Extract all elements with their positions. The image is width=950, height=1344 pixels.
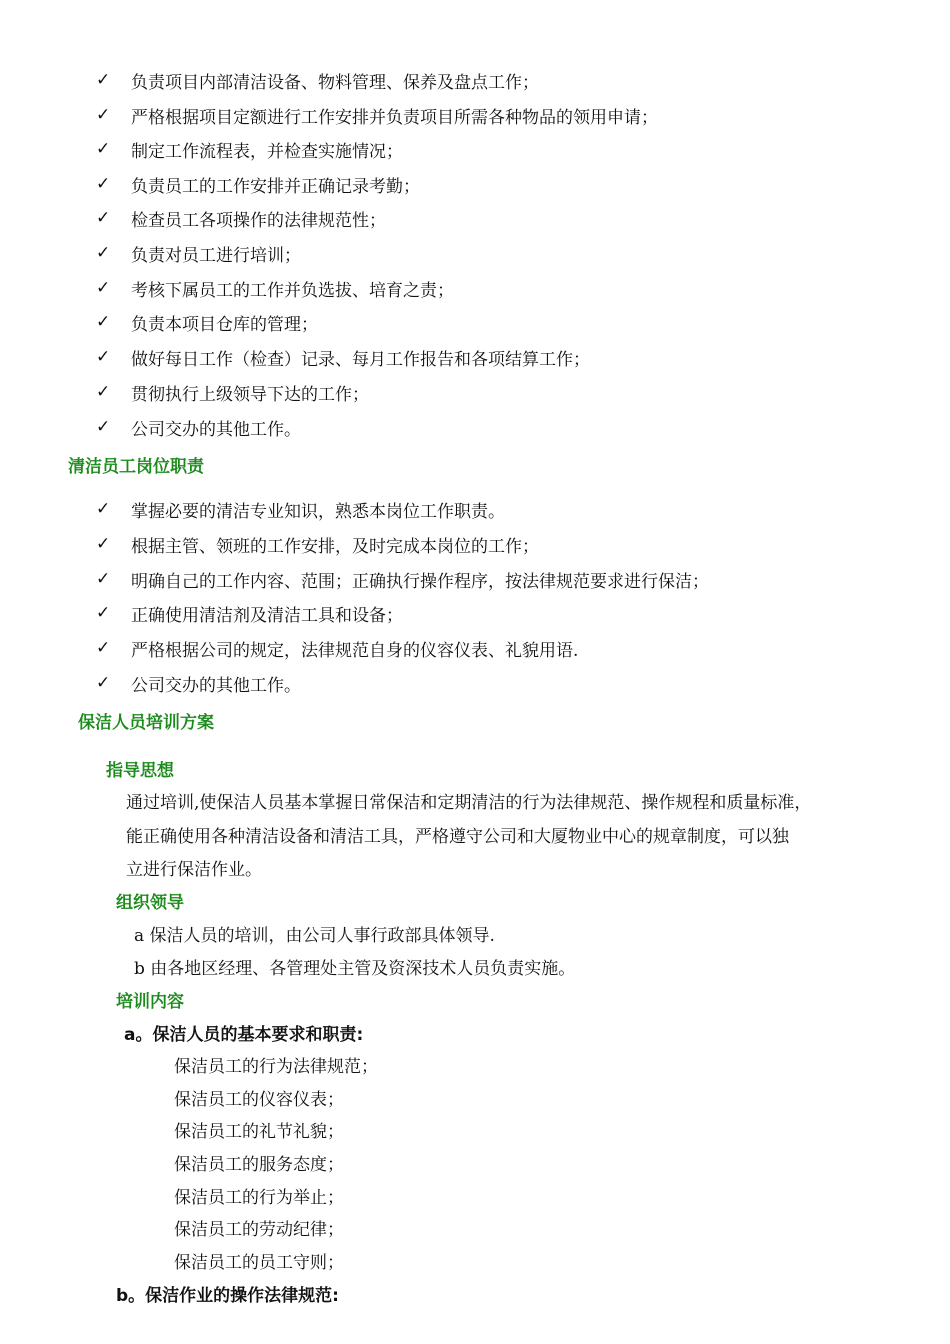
list-item: ✓ 负责项目内部清洁设备、物料管理、保养及盘点工作； <box>96 70 539 93</box>
guiding-heading: 指导思想 <box>106 761 174 781</box>
checkmark-icon: ✓ <box>96 312 111 332</box>
list-item: 保洁员工的行为法律规范； <box>174 1057 378 1077</box>
section-a-title: a。保洁人员的基本要求和职责: <box>124 1025 364 1045</box>
list-item: ✓ 负责员工的工作安排并正确记录考勤； <box>96 174 420 197</box>
checkmark-icon: ✓ <box>96 105 111 125</box>
list-item: 保洁员工的劳动纪律； <box>174 1220 344 1240</box>
list-item: ✓ 掌握必要的清洁专业知识，熟悉本岗位工作职责。 <box>96 499 505 522</box>
section-b-title: b。保洁作业的操作法律规范: <box>116 1286 339 1306</box>
list-item: ✓ 正确使用清洁剂及清洁工具和设备； <box>96 603 403 626</box>
checkmark-icon: ✓ <box>96 569 111 589</box>
organization-line: b 由各地区经理、各管理处主管及资深技术人员负责实施。 <box>134 959 576 979</box>
list-item: ✓ 检查员工各项操作的法律规范性； <box>96 208 386 231</box>
list-item: ✓ 严格根据项目定额进行工作安排并负责项目所需各种物品的领用申请； <box>96 105 658 128</box>
guiding-line: 通过培训,使保洁人员基本掌握日常保洁和定期清洁的行为法律规范、操作规程和质量标准， <box>126 793 812 813</box>
list-item: ✓ 根据主管、领班的工作安排，及时完成本岗位的工作； <box>96 534 539 557</box>
list-item: 保洁员工的行为举止； <box>174 1188 344 1208</box>
training-plan-heading: 保洁人员培训方案 <box>78 713 214 733</box>
checkmark-icon: ✓ <box>96 499 111 519</box>
list-item: ✓ 贯彻执行上级领导下达的工作； <box>96 382 369 405</box>
checkmark-icon: ✓ <box>96 208 111 228</box>
list-item: 保洁员工的员工守则； <box>174 1253 344 1273</box>
organization-line: a 保洁人员的培训，由公司人事行政部具体领导. <box>134 926 495 946</box>
checkmark-icon: ✓ <box>96 382 111 402</box>
checkmark-icon: ✓ <box>96 673 111 693</box>
checkmark-icon: ✓ <box>96 278 111 298</box>
list-item: ✓ 考核下属员工的工作并负选拔、培育之责； <box>96 278 454 301</box>
organization-heading: 组织领导 <box>116 893 184 913</box>
checkmark-icon: ✓ <box>96 70 111 90</box>
list-item: ✓ 严格根据公司的规定，法律规范自身的仪容仪表、礼貌用语. <box>96 638 579 661</box>
checkmark-icon: ✓ <box>96 174 111 194</box>
list-item: 保洁员工的仪容仪表； <box>174 1090 344 1110</box>
list-item: ✓ 制定工作流程表，并检查实施情况； <box>96 139 403 162</box>
checkmark-icon: ✓ <box>96 534 111 554</box>
checkmark-icon: ✓ <box>96 243 111 263</box>
list-item: ✓ 负责本项目仓库的管理； <box>96 312 318 335</box>
list-item: ✓ 公司交办的其他工作。 <box>96 673 301 696</box>
list-item: ✓ 明确自己的工作内容、范围；正确执行操作程序，按法律规范要求进行保洁； <box>96 569 709 592</box>
checkmark-icon: ✓ <box>96 603 111 623</box>
list-item: ✓ 做好每日工作（检查）记录、每月工作报告和各项结算工作； <box>96 347 590 370</box>
content-heading: 培训内容 <box>116 992 184 1012</box>
list-item: 保洁员工的服务态度； <box>174 1155 344 1175</box>
checkmark-icon: ✓ <box>96 347 111 367</box>
cleaner-duties-heading: 清洁员工岗位职责 <box>68 457 204 477</box>
checkmark-icon: ✓ <box>96 638 111 658</box>
guiding-line: 能正确使用各种清洁设备和清洁工具，严格遵守公司和大厦物业中心的规章制度，可以独 <box>126 827 789 847</box>
checkmark-icon: ✓ <box>96 139 111 159</box>
checkmark-icon: ✓ <box>96 417 111 437</box>
list-item: ✓ 负责对员工进行培训； <box>96 243 301 266</box>
guiding-line: 立进行保洁作业。 <box>126 860 262 880</box>
list-item: 保洁员工的礼节礼貌； <box>174 1122 344 1142</box>
list-item: ✓ 公司交办的其他工作。 <box>96 417 301 440</box>
